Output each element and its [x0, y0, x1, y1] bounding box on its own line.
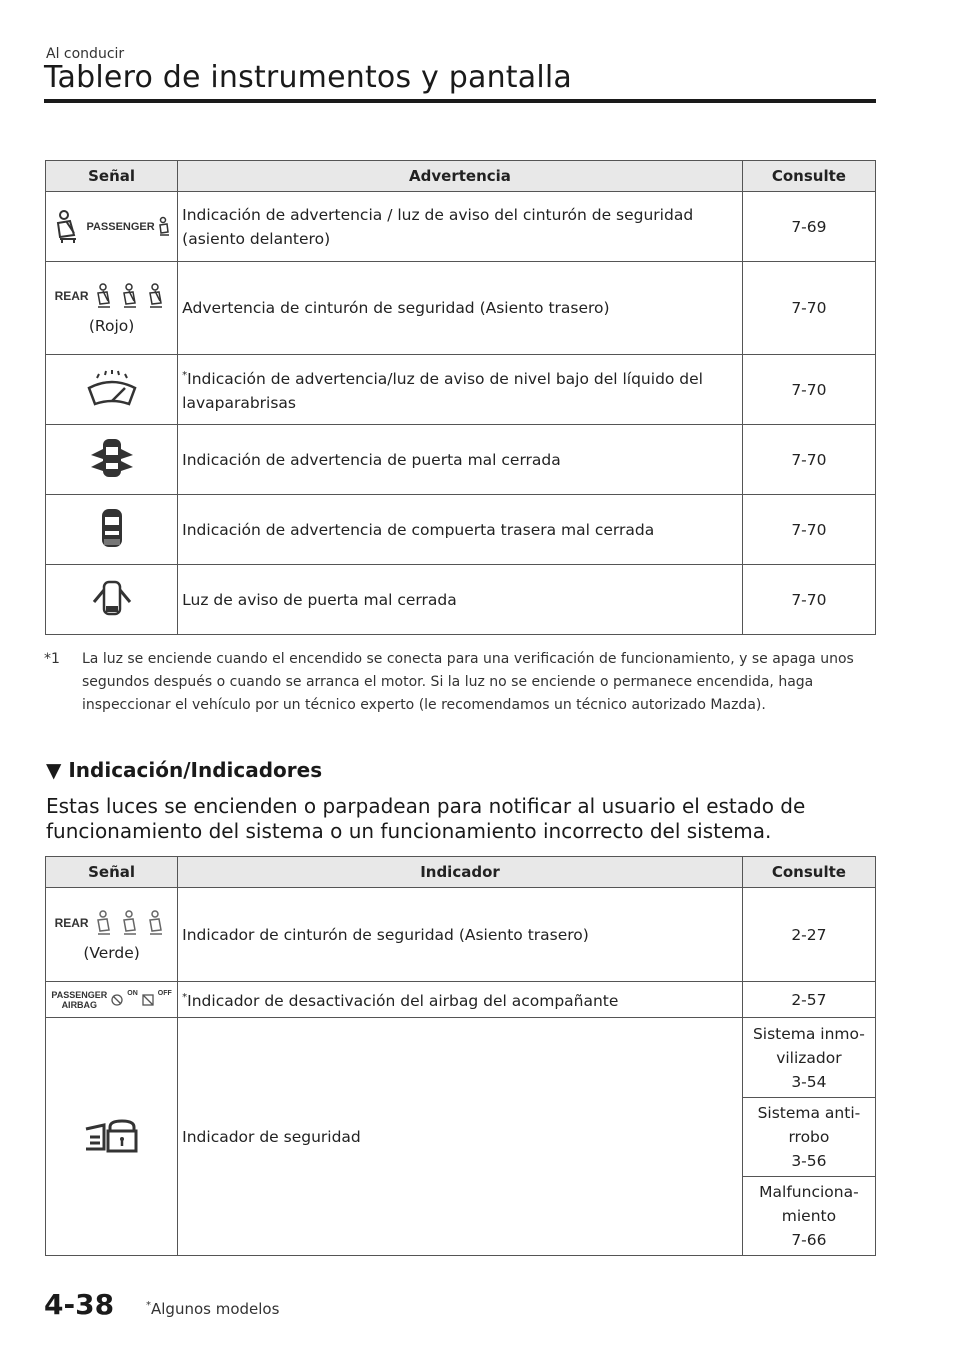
header-ref: Consulte	[742, 857, 875, 888]
signal-cell	[46, 888, 178, 982]
passenger-label: PASSENGER	[51, 989, 108, 1000]
warning-table	[45, 160, 876, 635]
asterisk: *	[182, 991, 188, 1003]
seatbelt-icon	[52, 209, 84, 245]
airbag-off-icon	[141, 992, 155, 1008]
seatbelt-small-icon	[157, 216, 171, 238]
description-cell: *Indicación de advertencia/luz de aviso de nivel bajo del líquido del lavaparabrisas	[178, 355, 743, 425]
signal-cell	[46, 192, 178, 262]
ref-cell: 7-70	[742, 262, 875, 355]
signal-cell	[46, 355, 178, 425]
washer-fluid-icon	[85, 368, 139, 408]
signal-cell	[46, 565, 178, 635]
security-icon	[82, 1115, 142, 1155]
ref-cell: Sistema inmo- vilizador 3-54	[742, 1018, 875, 1098]
description-cell: Luz de aviso de puerta mal cerrada	[178, 565, 743, 635]
table-row	[46, 495, 876, 565]
table-header-row	[46, 161, 876, 192]
ref-cell: 7-70	[742, 495, 875, 565]
description-cell: Indicación de advertencia / luz de aviso del cinturón de seguridad (asiento delantero)	[178, 192, 743, 262]
header-ref: Consulte	[742, 161, 875, 192]
indicator-table	[45, 856, 876, 1256]
section-intro: Estas luces se encienden o parpadean para notificar al usuario el estado de funcionamiento del sistema o un funcionamiento incorrecto del sistema.	[46, 794, 806, 843]
ref-cell: 7-69	[742, 192, 875, 262]
liftgate-ajar-icon	[97, 505, 127, 551]
table-row	[46, 262, 876, 355]
section-label: Al conducir	[46, 46, 125, 62]
footer-note: *Algunos modelos	[146, 1300, 280, 1318]
section-heading: ▼ Indicación/Indicadores	[46, 758, 323, 782]
signal-cell	[46, 1018, 178, 1256]
header-indicator: Indicador	[178, 857, 743, 888]
ref-cell: 2-27	[742, 888, 875, 982]
header-signal: Señal	[46, 161, 178, 192]
ref-cell: 7-70	[742, 565, 875, 635]
footnote	[44, 648, 864, 717]
description-cell: Indicación de advertencia de puerta mal cerrada	[178, 425, 743, 495]
door-open-icon	[90, 576, 134, 620]
on-label: ON	[127, 989, 138, 997]
table-row	[46, 982, 876, 1018]
footnote-mark: *1	[44, 651, 60, 667]
table-row	[46, 888, 876, 982]
rear-seatbelt-icons	[91, 281, 169, 311]
footnote-text: La luz se enciende cuando el encendido se conecta para una verificación de funcionamiento, y se apaga unos segundos después o cuando se arranca el motor. Si la luz no se enciende o permanece encendida, haga inspeccionar el vehículo por un técnico experto (le recomendamos un técnico autorizado Mazda).	[82, 651, 854, 713]
header-warning: Advertencia	[178, 161, 743, 192]
ref-cell: 7-70	[742, 425, 875, 495]
table-header-row	[46, 857, 876, 888]
title-rule	[44, 99, 876, 103]
table-row	[46, 1018, 876, 1098]
asterisk: *	[182, 369, 188, 381]
airbag-label: AIRBAG	[61, 999, 98, 1010]
description-cell: Indicación de advertencia de compuerta trasera mal cerrada	[178, 495, 743, 565]
ref-cell: Malfunciona- miento 7-66	[742, 1177, 875, 1256]
description-cell: Indicador de seguridad	[178, 1018, 743, 1256]
description-cell: Advertencia de cinturón de seguridad (Asiento trasero)	[178, 262, 743, 355]
description-cell: *Indicador de desactivación del airbag del acompañante	[178, 982, 743, 1018]
rear-label: REAR	[54, 289, 89, 303]
signal-cell	[46, 982, 178, 1018]
signal-cell	[46, 495, 178, 565]
passenger-label: PASSENGER	[86, 220, 155, 233]
signal-caption: (Rojo)	[88, 317, 135, 335]
page-title: Tablero de instrumentos y pantalla	[44, 60, 572, 95]
description-cell: Indicador de cinturón de seguridad (Asiento trasero)	[178, 888, 743, 982]
airbag-on-icon	[110, 992, 124, 1008]
off-label: OFF	[157, 989, 172, 997]
page-number: 4-38	[44, 1288, 115, 1321]
table-row	[46, 425, 876, 495]
rear-seatbelt-icons	[91, 908, 169, 938]
signal-cell	[46, 262, 178, 355]
table-row	[46, 565, 876, 635]
door-ajar-icon	[87, 435, 137, 481]
ref-cell: 2-57	[742, 982, 875, 1018]
table-row	[46, 192, 876, 262]
ref-cell: Sistema anti- rrobo 3-56	[742, 1098, 875, 1177]
ref-cell: 7-70	[742, 355, 875, 425]
header-signal: Señal	[46, 857, 178, 888]
signal-cell	[46, 425, 178, 495]
asterisk: *	[146, 1300, 151, 1311]
signal-caption: (Verde)	[83, 943, 140, 962]
table-row	[46, 355, 876, 425]
rear-label: REAR	[54, 915, 89, 930]
